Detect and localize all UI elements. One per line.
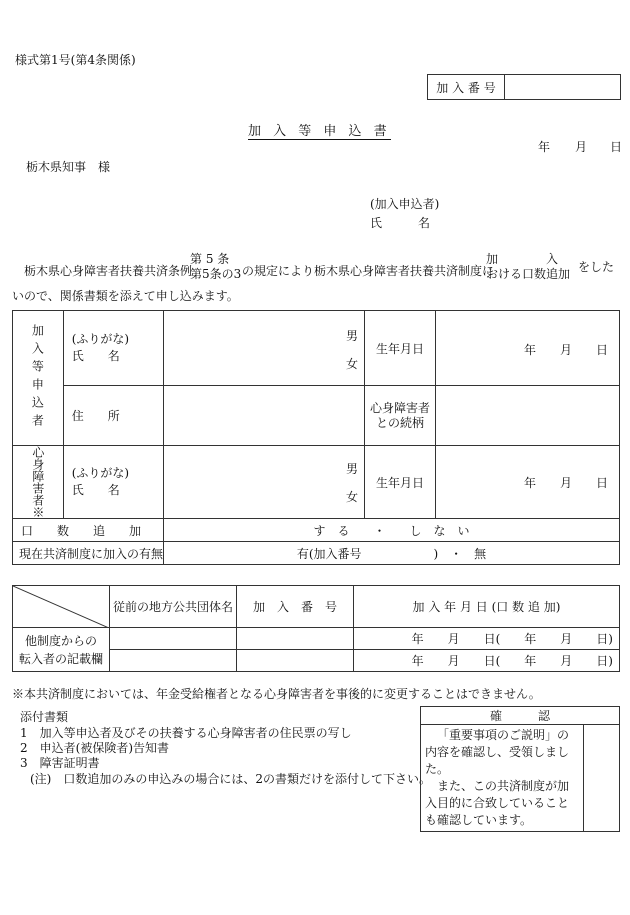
body-part1: 栃木県心身障害者扶養共済条例 (24, 264, 193, 278)
disabled-name-field[interactable] (164, 446, 365, 519)
applicant-label: (加入申込者) (370, 197, 440, 211)
date-header: 加 入 年 月 日 (口 数 追 加) (354, 586, 620, 628)
attachment-item-2: 2 申込者(被保険者)告知書 (20, 741, 169, 755)
date-year: 年 (538, 140, 551, 154)
confirm-text-2: また、この共済制度が加入目的に合致していることも確認しています。 (425, 779, 570, 827)
body-line2: いので、関係書類を添えて申し込みます。 (12, 289, 239, 303)
date-day: 日 (610, 140, 623, 154)
addressee: 栃木県知事 様 (26, 160, 111, 174)
applicant-vertical-text: 加入等申込者 (30, 324, 45, 432)
date-field-2[interactable]: 年 月 日( 年 月 日) (354, 650, 620, 672)
name-label: 氏 名 (71, 349, 120, 363)
attachments-heading: 添付書類 (20, 710, 69, 724)
current-member-choice[interactable]: 有(加入番号 ) ・ 無 (164, 542, 620, 565)
membership-number-field[interactable] (505, 75, 621, 100)
transfer-row-label: 他制度からの 転入者の記載欄 (13, 628, 110, 672)
disabled-birthdate-label: 生年月日 (365, 446, 436, 519)
attachment-note: (注) 口数追加のみの申込みの場合には、2の書類だけを添付して下さい。 (30, 772, 432, 786)
birthdate-label: 生年月日 (365, 311, 436, 386)
birthdate-day: 日 (596, 343, 609, 357)
disabled-name-label: 氏 名 (71, 483, 120, 497)
body-choice-b: おける口数追加 (486, 267, 571, 281)
body-part3: をした (578, 260, 615, 274)
number-field-2[interactable] (237, 650, 354, 672)
disabled-vertical-text: 心身障害者※ (30, 446, 45, 518)
prev-org-field-2[interactable] (110, 650, 237, 672)
document-title: 加 入 等 申 込 書 (248, 120, 391, 140)
disabled-section-label (13, 446, 64, 519)
confirm-text-1: 「重要事項のご説明」の内容を確認し、受領しました。 (425, 728, 570, 776)
body-choice-a: 加 入 (486, 252, 559, 266)
prev-org-field-1[interactable] (110, 628, 237, 650)
application-table (12, 310, 620, 565)
membership-number-box (427, 74, 621, 100)
form-number: 様式第1号(第4条関係) (15, 53, 136, 67)
disabled-birthdate-day: 日 (596, 476, 609, 490)
diagonal-line (13, 586, 109, 628)
extra-units-label: 口 数 追 加 (13, 519, 164, 542)
attachment-item-1: 1 加入等申込者及びその扶養する心身障害者の住民票の写し (20, 726, 352, 740)
applicant-name-label: 氏 名 (370, 216, 431, 230)
date-month: 月 (575, 140, 588, 154)
furigana-label: (ふりがな) (71, 332, 130, 346)
applicant-birthdate-field[interactable] (436, 311, 620, 386)
membership-number-label: 加 入 番 号 (428, 75, 505, 100)
applicant-name-field[interactable] (164, 311, 365, 386)
disabled-birthdate-year: 年 (524, 476, 537, 490)
birthdate-month: 月 (560, 343, 573, 357)
relation-field[interactable] (436, 386, 620, 446)
body-part2: の規定により栃木県心身障害者扶養共済制度に (242, 264, 495, 278)
confirm-box (420, 706, 620, 832)
disabled-name-label-cell (63, 446, 163, 519)
female-label: 女 (346, 357, 359, 371)
extra-units-choice[interactable]: す る ・ し な い (164, 519, 620, 542)
date-field-1[interactable]: 年 月 日( 年 月 日) (354, 628, 620, 650)
confirm-heading: 確 認 (421, 707, 620, 725)
transfer-table (12, 585, 620, 672)
number-header: 加 入 番 号 (237, 586, 354, 628)
notice: ※本共済制度においては、年金受給権者となる心身障害者を事後的に変更することはできません。 (12, 687, 541, 701)
birthdate-year: 年 (524, 343, 537, 357)
applicant-section-label (13, 311, 64, 446)
confirm-text-cell (421, 725, 584, 832)
disabled-male-label: 男 (346, 462, 359, 476)
disabled-furigana-label: (ふりがな) (71, 466, 130, 480)
disabled-birthdate-month: 月 (560, 476, 573, 490)
body-article-a: 第 5 条 (190, 252, 230, 266)
transfer-corner-cell (13, 586, 110, 628)
attachment-item-3: 3 障害証明書 (20, 756, 100, 770)
current-member-label: 現在共済制度に加入の有無 (13, 542, 164, 565)
confirm-seal-field[interactable] (584, 725, 620, 832)
address-label: 住 所 (63, 386, 163, 446)
number-field-1[interactable] (237, 628, 354, 650)
body-article-b: 第5条の3 (190, 267, 242, 281)
disabled-birthdate-field[interactable] (436, 446, 620, 519)
relation-label: 心身障害者 との続柄 (365, 386, 436, 446)
address-field[interactable] (164, 386, 365, 446)
male-label: 男 (346, 329, 359, 343)
applicant-name-label-cell (63, 311, 163, 386)
prev-org-header: 従前の地方公共団体名 (110, 586, 237, 628)
disabled-female-label: 女 (346, 490, 359, 504)
